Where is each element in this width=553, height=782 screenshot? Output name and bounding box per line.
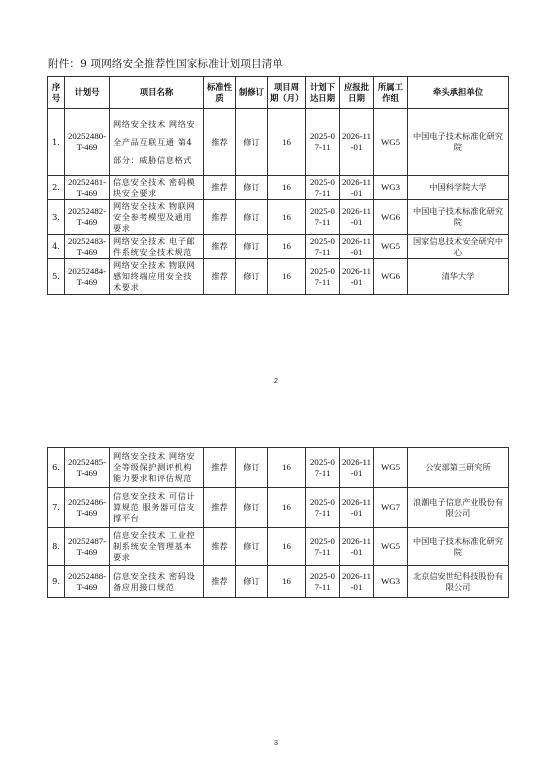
cell-group: WG5 (374, 235, 408, 259)
cell-name: 信息安全技术 密码模块安全要求 (110, 176, 204, 200)
cell-deadline: 2026-11-01 (340, 259, 374, 295)
cell-nature: 推荐 (204, 200, 236, 235)
cell-issue-date: 2025-07-11 (306, 109, 340, 176)
cell-name: 网络安全技术 网络安全等级保护测评机构能力要求和评估规范 (110, 448, 204, 488)
table-row (48, 200, 509, 235)
cell-deadline: 2026-11-01 (340, 200, 374, 235)
cell-period: 16 (268, 235, 306, 259)
cell-name: 网络安全技术 电子邮件系统安全技术规范 (110, 235, 204, 259)
cell-period: 16 (268, 200, 306, 235)
cell-issue-date: 2025-07-11 (306, 235, 340, 259)
cell-seq: 3. (48, 200, 65, 235)
cell-plan-no: 20252486-T-469 (65, 488, 110, 528)
cell-plan-no: 20252484-T-469 (65, 259, 110, 295)
cell-lead: 国家信息技术安全研究中心 (408, 235, 509, 259)
cell-seq: 5. (48, 259, 65, 295)
cell-issue-date: 2025-07-11 (306, 176, 340, 200)
standards-table-page-1 (47, 76, 509, 295)
cell-issue-date: 2025-07-11 (306, 528, 340, 566)
header-type: 制修订 (236, 77, 268, 109)
attachment-caption: 附件：9 项网络安全推荐性国家标准计划项目清单 (48, 58, 284, 70)
cell-lead: 北京信安世纪科技股份有限公司 (408, 566, 509, 598)
header-issue-date: 计划下达日期 (306, 77, 340, 109)
header-deadline: 应报批日期 (340, 77, 374, 109)
table-row (48, 528, 509, 566)
cell-plan-no: 20252483-T-469 (65, 235, 110, 259)
table-row (48, 259, 509, 295)
cell-issue-date: 2025-07-11 (306, 448, 340, 488)
header-plan-no: 计划号 (65, 77, 110, 109)
table-row (48, 566, 509, 598)
cell-deadline: 2026-11-01 (340, 176, 374, 200)
cell-deadline: 2026-11-01 (340, 109, 374, 176)
cell-name: 网络安全技术 物联网感知终端应用安全技术要求 (110, 259, 204, 295)
cell-period: 16 (268, 259, 306, 295)
cell-nature: 推荐 (204, 566, 236, 598)
cell-group: WG3 (374, 566, 408, 598)
page-number: 3 (274, 740, 278, 747)
standards-table-page-2 (47, 447, 509, 598)
cell-nature: 推荐 (204, 259, 236, 295)
cell-group: WG6 (374, 200, 408, 235)
table-row (48, 488, 509, 528)
header-name: 项目名称 (110, 77, 204, 109)
cell-period: 16 (268, 448, 306, 488)
header-lead: 牵头承担单位 (408, 77, 509, 109)
cell-nature: 推荐 (204, 528, 236, 566)
cell-lead: 公安部第三研究所 (408, 448, 509, 488)
cell-name: 信息安全技术 可信计算规范 服务器可信支撑平台 (110, 488, 204, 528)
table-row (48, 176, 509, 200)
cell-type: 修订 (236, 200, 268, 235)
cell-lead: 中国电子技术标准化研究院 (408, 528, 509, 566)
cell-group: WG7 (374, 488, 408, 528)
cell-issue-date: 2025-07-11 (306, 200, 340, 235)
cell-deadline: 2026-11-01 (340, 528, 374, 566)
cell-lead: 浪潮电子信息产业股份有限公司 (408, 488, 509, 528)
cell-name: 信息安全技术 工业控制系统安全管理基本要求 (110, 528, 204, 566)
cell-type: 修订 (236, 566, 268, 598)
header-seq: 序号 (48, 77, 65, 109)
cell-group: WG6 (374, 259, 408, 295)
cell-type: 修订 (236, 488, 268, 528)
cell-plan-no: 20252488-T-469 (65, 566, 110, 598)
cell-nature: 推荐 (204, 235, 236, 259)
header-nature: 标准性质 (204, 77, 236, 109)
cell-period: 16 (268, 528, 306, 566)
table-row (48, 235, 509, 259)
cell-plan-no: 20252485-T-469 (65, 448, 110, 488)
cell-period: 16 (268, 488, 306, 528)
cell-seq: 1. (48, 109, 65, 176)
cell-name: 网络安全技术 物联网安全参考模型及通用要求 (110, 200, 204, 235)
cell-plan-no: 20252481-T-469 (65, 176, 110, 200)
cell-plan-no: 20252487-T-469 (65, 528, 110, 566)
cell-deadline: 2026-11-01 (340, 235, 374, 259)
cell-period: 16 (268, 109, 306, 176)
header-group: 所属工作组 (374, 77, 408, 109)
cell-type: 修订 (236, 109, 268, 176)
cell-lead: 中国电子技术标准化研究院 (408, 109, 509, 176)
cell-nature: 推荐 (204, 176, 236, 200)
cell-lead: 清华大学 (408, 259, 509, 295)
cell-deadline: 2026-11-01 (340, 566, 374, 598)
cell-group: WG5 (374, 528, 408, 566)
header-period: 项目周期（月） (268, 77, 306, 109)
cell-seq: 6. (48, 448, 65, 488)
cell-type: 修订 (236, 176, 268, 200)
cell-period: 16 (268, 176, 306, 200)
cell-nature: 推荐 (204, 488, 236, 528)
cell-seq: 2. (48, 176, 65, 200)
cell-nature: 推荐 (204, 109, 236, 176)
cell-deadline: 2026-11-01 (340, 448, 374, 488)
cell-plan-no: 20252480-T-469 (65, 109, 110, 176)
table-header-row (48, 77, 509, 109)
cell-name: 信息安全技术 密码设备应用接口规范 (110, 566, 204, 598)
cell-lead: 中国电子技术标准化研究院 (408, 200, 509, 235)
cell-type: 修订 (236, 448, 268, 488)
cell-type: 修订 (236, 259, 268, 295)
table-row (48, 109, 509, 176)
table-row (48, 448, 509, 488)
cell-deadline: 2026-11-01 (340, 488, 374, 528)
cell-seq: 8. (48, 528, 65, 566)
cell-type: 修订 (236, 528, 268, 566)
cell-seq: 4. (48, 235, 65, 259)
cell-seq: 7. (48, 488, 65, 528)
page-number: 2 (274, 378, 278, 385)
cell-type: 修订 (236, 235, 268, 259)
cell-period: 16 (268, 566, 306, 598)
cell-plan-no: 20252482-T-469 (65, 200, 110, 235)
cell-name: 网络安全技术 网络安全产品互联互通 第4部分：威胁信息格式 (110, 109, 204, 176)
cell-seq: 9. (48, 566, 65, 598)
cell-lead: 中国科学院大学 (408, 176, 509, 200)
cell-group: WG5 (374, 109, 408, 176)
cell-group: WG3 (374, 176, 408, 200)
cell-issue-date: 2025-07-11 (306, 259, 340, 295)
cell-issue-date: 2025-07-11 (306, 566, 340, 598)
cell-issue-date: 2025-07-11 (306, 488, 340, 528)
cell-group: WG5 (374, 448, 408, 488)
cell-nature: 推荐 (204, 448, 236, 488)
